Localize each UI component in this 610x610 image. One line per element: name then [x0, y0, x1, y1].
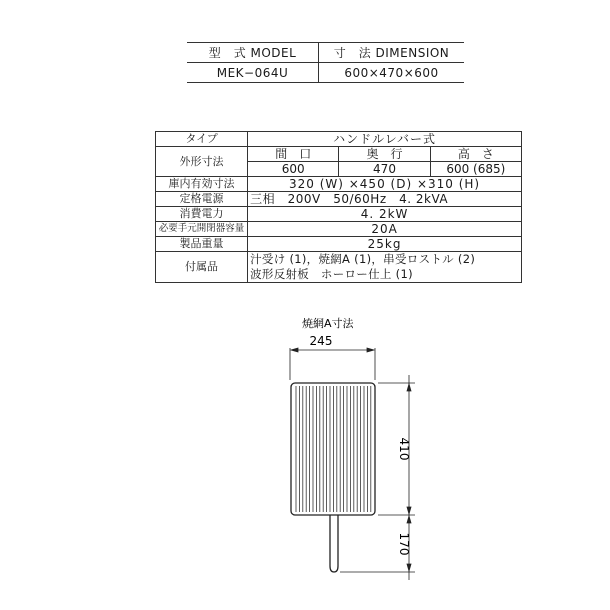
power-label: 定格電源: [156, 192, 248, 207]
dimension-header: 寸 法 DIMENSION: [319, 43, 465, 63]
height-dimension-label: 410: [397, 437, 411, 461]
accessories-line-1: 汁受け (1)，焼網A (1)，串受ロストル (2): [250, 252, 476, 266]
type-value: ハンドルレバー式: [248, 132, 522, 147]
model-value: MEK−064U: [187, 63, 319, 83]
accessories-label: 付属品: [156, 252, 248, 283]
outer-header-width: 間 口: [248, 147, 339, 162]
outer-header-depth: 奥 行: [339, 147, 430, 162]
breaker-label: 必要手元開閉器容量: [156, 222, 248, 237]
grill-bars: [296, 386, 371, 512]
width-dimension-label: 245: [309, 334, 333, 348]
outer-label: 外形寸法: [156, 147, 248, 177]
outer-value-width: 600: [248, 162, 339, 177]
outer-value-height: 600 (685): [430, 162, 521, 177]
dimension-value: 600×470×600: [319, 63, 465, 83]
inner-label: 庫内有効寸法: [156, 177, 248, 192]
width-dimension-line: [290, 348, 375, 380]
handle-dimension-label: 170: [397, 532, 411, 556]
grill-handle: [330, 515, 338, 572]
model-header: 型 式 MODEL: [187, 43, 319, 63]
breaker-value: 20A: [248, 222, 522, 237]
power-value: 三相 200V 50/60Hz 4. 2kVA: [248, 192, 522, 207]
consumption-label: 消費電力: [156, 207, 248, 222]
diagram-title: 焼網A寸法: [302, 317, 354, 330]
outer-value-depth: 470: [339, 162, 430, 177]
accessories-line-2: 波形反射板 ホーロー仕上 (1): [250, 267, 413, 281]
inner-value: 320 (W) ×450 (D) ×310 (H): [248, 177, 522, 192]
consumption-value: 4. 2kW: [248, 207, 522, 222]
type-label: タイプ: [156, 132, 248, 147]
weight-label: 製品重量: [156, 237, 248, 252]
weight-value: 25kg: [248, 237, 522, 252]
outer-header-height: 高 さ: [430, 147, 521, 162]
